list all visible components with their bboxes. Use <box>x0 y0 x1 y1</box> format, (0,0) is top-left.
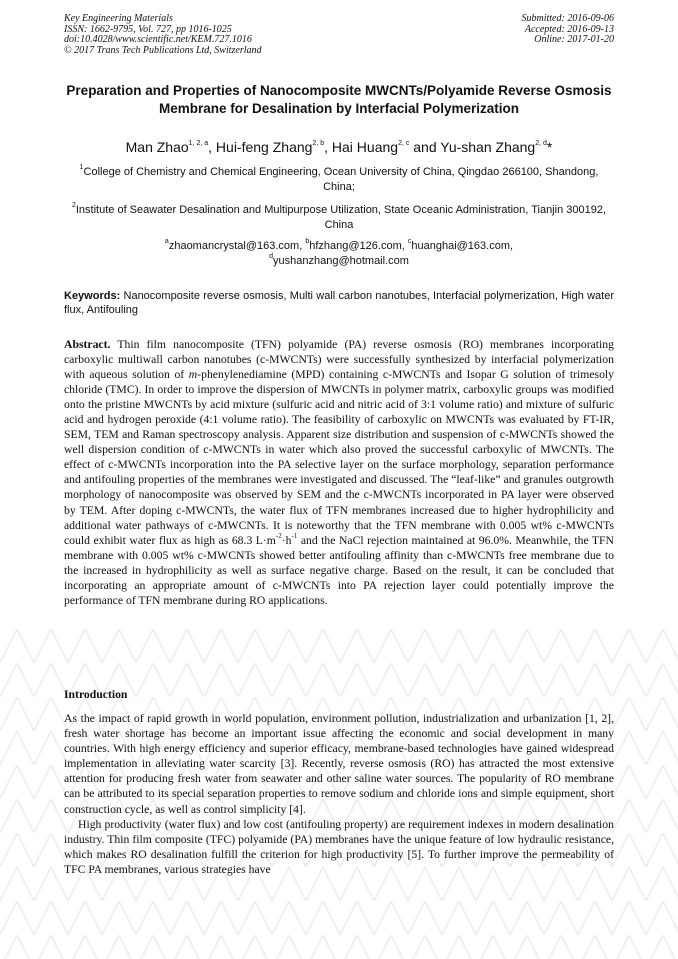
unit-exponent: -1 <box>291 531 298 540</box>
author-separator: and <box>409 139 441 155</box>
submission-dates <box>522 14 615 46</box>
author-affiliation-marker: 1, 2, a <box>188 140 209 148</box>
introduction-paragraph-1: As the impact of rapid growth in world population, environment pollution, industrialization and urbanization [1, 2], fresh water shortage has become an important issue affecting the economic and social development in many countries. With high energy efficiency and superior efficacy, membrane-based technologies have gained widespread implementation in alleviating water scarcity [3]. Recently, reverse osmosis (RO) has attracted the most extensive attention for producing fresh water from seawater and other saline water sources. The popularity of RO membrane can be attributed to its special separation properties to remove sodium and chloride ions and simple equipment, short construction cycle, as well as control simplicity [4]. <box>64 712 614 816</box>
abstract-italic: m <box>188 368 198 382</box>
abstract-label: Abstract. <box>64 338 111 351</box>
abstract <box>64 337 614 608</box>
author-separator: , <box>208 139 216 155</box>
online-date: Online: 2017-01-20 <box>534 34 614 46</box>
introduction-body <box>64 711 614 877</box>
affiliation-text: College of Chemistry and Chemical Engineering, Ocean University of China, Qingdao 266100, Shandong, China; <box>83 166 599 193</box>
journal-doi: doi:10.4028/www.scientific.net/KEM.727.1016 <box>64 34 252 46</box>
paper-title: Preparation and Properties of Nanocomposite MWCNTs/Polyamide Reverse Osmosis Membrane for Desalination by Interfacial Polymerization <box>66 83 612 116</box>
email-address: zhaomancrystal@163.com, <box>168 240 306 252</box>
author-name: Man Zhao <box>125 139 189 155</box>
email-marker: a <box>164 238 169 246</box>
journal-info <box>64 14 262 56</box>
introduction-heading: Introduction <box>64 688 128 701</box>
affiliation-2 <box>64 203 614 233</box>
keywords-label: Keywords: <box>64 290 121 302</box>
submitted-date: Submitted: 2016-09-06 <box>521 13 614 24</box>
email-address: huanghai@163.com, <box>411 240 514 252</box>
author-affiliation-marker: 2, d <box>535 140 547 148</box>
email-marker: b <box>305 238 310 246</box>
author-affiliation-marker: 2, b <box>312 140 325 148</box>
affiliation-1 <box>64 165 614 195</box>
introduction-paragraph-2: High productivity (water flux) and low cost (antifouling property) are requirement indexes in modern desalination industry. Thin film composite (TFC) polyamide (PA) membranes have the unique feature of low hydraulic resistance, which makes RO desalination fulfill the criterion for high productivity [5]. To further improve the permeability of TFC PA membranes, various strategies have <box>64 817 614 876</box>
abstract-text: and the NaCl rejection maintained at 96.0%. Meanwhile, the TFN membrane with 0.005 wt% c-MWCNTs showed better antifouling affinity than c-MWCNTs free membrane due to the increased in hydrophilicity as well as surface negative charge. Based on the result, it can be concluded that incorporating an appropriate amount of c-MWCNTs into PA rejection layer could potentially improve the performance of TFN membrane during RO applications. <box>64 533 614 607</box>
email-address: hfzhang@126.com, <box>309 240 408 252</box>
author-separator: , <box>324 139 332 155</box>
corresponding-author-mark: * <box>546 139 553 155</box>
author-emails <box>64 239 614 269</box>
accepted-date: Accepted: 2016-09-13 <box>524 23 614 35</box>
author-list <box>0 139 678 155</box>
abstract-text: -phenylenediamine (MPD) containing c-MWCNTs and Isopar G solution of trimesoly chloride (TMC). In order to improve the dispersion of MWCNTs in polymer matrix, carboxylic groups was modified onto the pristine MWCNTs by acid mixture (sulfuric acid and nitric acid of 3:1 volume ratio) and mixture of sulfuric acid and hydrogen peroxide (4:1 volume ratio). The feasibility of carboxylic on MWCNTs was evaluated by FT-IR, SEM, TEM and Raman spectroscopy analysis. Apparent size distribution and suspension of c-MWCNTs showed the well dispersion condition of c-MWCNTs in water which also proved the successful carboxylic of MWCNTs. The effect of c-MWCNTs incorporation into the PA selective layer on the surface morphology, separation performance and antifouling properties of the membranes were investigated and discussed. The “leaf-like” and granules outgrowth morphology of nanocomposite was observed by SEM and the c-MWCNTs incorporated in PA layer were observed by TEM. After doping c-MWCNTs, the water flux of TFN membranes increased due to higher hydrophilicity and additional water pathways of c-MWCNTs. It is noteworthy that the TFN membrane with 0.005 wt% c-MWCNTs could exhibit water flux as high as 68.3 L·m <box>64 368 614 547</box>
keywords <box>64 289 614 317</box>
author-name: Hui-feng Zhang <box>215 139 313 155</box>
affiliation-number: 1 <box>79 164 84 172</box>
journal-name: Key Engineering Materials <box>64 13 173 24</box>
unit-exponent: -2 <box>275 531 282 540</box>
journal-issn: ISSN: 1662-9795, Vol. 727, pp 1016-1025 <box>64 23 232 35</box>
author-affiliation-marker: 2, c <box>398 140 410 148</box>
author-name: Hai Huang <box>331 139 399 155</box>
email-marker: d <box>269 253 273 261</box>
affiliation-text: Institute of Seawater Desalination and Multipurpose Utilization, State Oceanic Administration, Tianjin 300192, China <box>75 204 607 231</box>
abstract-text: ·h <box>281 533 292 547</box>
affiliation-number: 2 <box>71 202 76 210</box>
email-address: yushanzhang@hotmail.com <box>273 255 409 267</box>
email-marker: c <box>407 238 412 246</box>
abstract-text: Thin film nanocomposite (TFN) polyamide (PA) reverse osmosis (RO) membranes incorporating carboxylic multiwall carbon nanotubes (c-MWCNTs) were successfully synthesized by interfacial polymerization with aqueous solution of <box>64 338 614 382</box>
author-name: Yu-shan Zhang <box>440 139 536 155</box>
journal-copyright: © 2017 Trans Tech Publications Ltd, Switzerland <box>64 44 262 56</box>
keywords-text: Nanocomposite reverse osmosis, Multi wall carbon nanotubes, Interfacial polymerization, High water flux, Antifouling <box>64 290 614 316</box>
